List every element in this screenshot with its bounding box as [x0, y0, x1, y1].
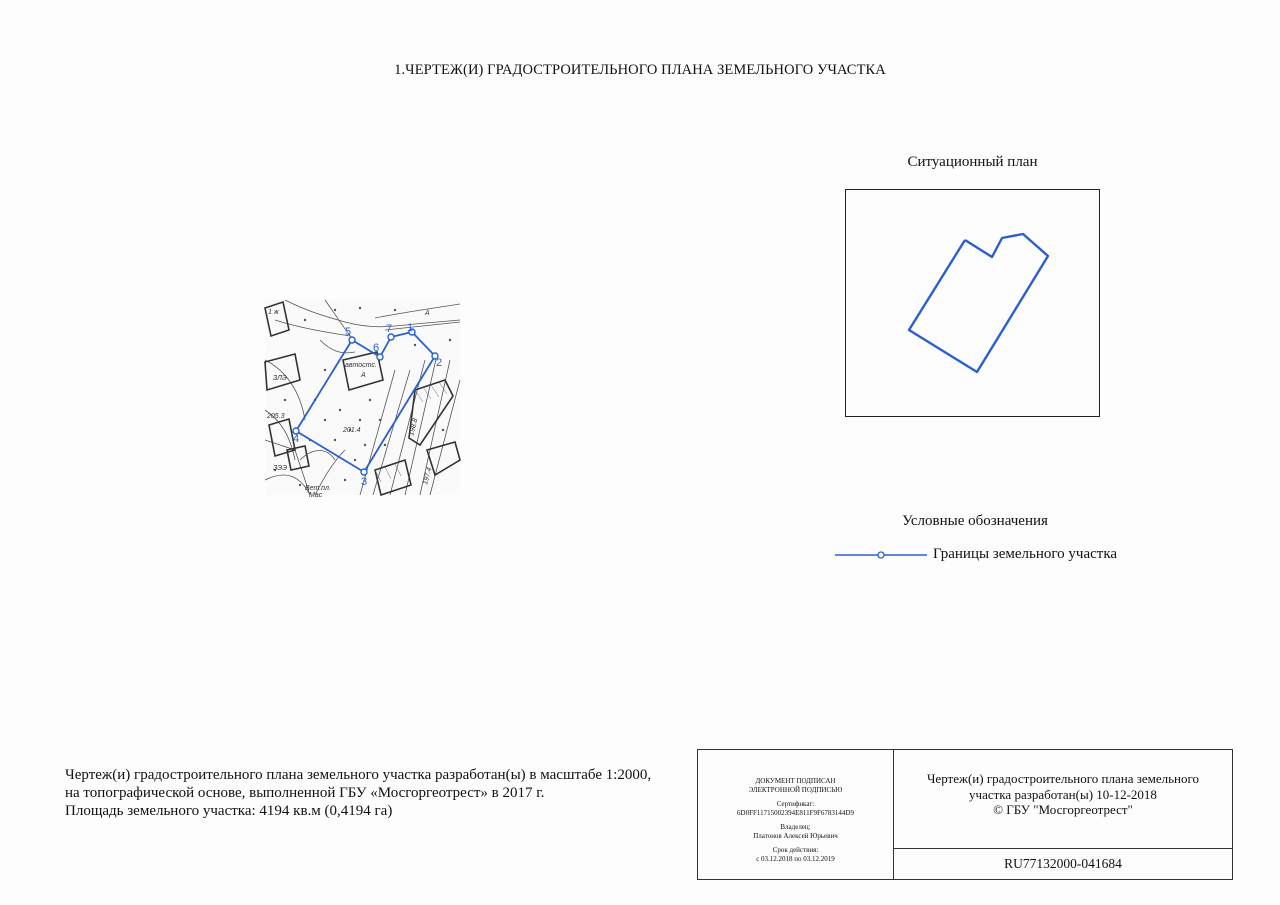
note-basis: на топографической основе, выполненной ГБУ «Мосгоргеотрест» в 2017 г. [65, 785, 545, 801]
note-scale: Чертеж(и) градостроительного плана земельного участка разработан(ы) в масштабе 1:2000, [65, 767, 652, 783]
situation-plan-title: Ситуационный план [907, 154, 1038, 170]
cert-label: Сертификат: [776, 800, 815, 808]
topo-map-svg [265, 300, 460, 499]
vertex-3 [361, 469, 367, 475]
situation-plan-map [846, 190, 1101, 418]
legend-boundary-swatch [835, 546, 930, 566]
cert-value: 6D0FF11715002394E811F9F6783144D9 [737, 808, 854, 817]
map-label-elev-1: 205.3 [267, 413, 285, 420]
validity-label: Срок действия: [772, 846, 819, 854]
vertex-label-2: 2 [436, 357, 443, 369]
title-block [697, 749, 1233, 880]
map-label-elev-2: 201.4 [343, 427, 361, 434]
description-line-1: Чертеж(и) градостроительного плана земельного [926, 771, 1199, 786]
vertex-6 [377, 354, 383, 360]
legend-title: Условные обозначения [902, 513, 1048, 529]
drawing-title: 1.ЧЕРТЕЖ(И) ГРАДОСТРОИТЕЛЬНОГО ПЛАНА ЗЕМЕЛЬНОГО УЧАСТКА [394, 62, 886, 78]
signed-line-2: ЭЛЕКТРОННОЙ ПОДПИСЬЮ [748, 785, 843, 794]
map-label-mas: Мас [309, 492, 323, 499]
vertex-label-6: 6 [373, 342, 380, 354]
topographic-map [265, 300, 460, 499]
signed-line-1: ДОКУМЕНТ ПОДПИСАН [755, 777, 836, 785]
map-label-a1: А [361, 372, 366, 379]
vertex-label-5: 5 [345, 326, 352, 338]
validity-value: с 03.12.2018 по 03.12.2019 [756, 854, 835, 863]
map-label-elev-3: 198.8 [408, 417, 420, 437]
title-block-description [894, 750, 1232, 849]
map-label-a2: А [425, 310, 430, 317]
owner-value: Платонов Алексей Юрьевич [753, 831, 838, 840]
map-label-elev-4: 197.4 [422, 466, 434, 486]
map-label-1zh: 1 ж [268, 309, 279, 316]
drawing-notes [65, 766, 651, 820]
situation-plan-frame [845, 189, 1100, 417]
legend-label: Границы земельного участка [933, 546, 1118, 562]
situation-parcel-boundary [909, 234, 1048, 372]
vertex-label-3: 3 [361, 476, 368, 488]
map-label-parking: автостс. [345, 362, 377, 369]
description-line-2: участка разработан(ы) 10-12-2018 [969, 786, 1157, 802]
map-label-zle: ЗЛЭ [273, 375, 287, 382]
owner-label: Владелец: [780, 823, 811, 831]
vertex-label-1: 1 [407, 322, 414, 334]
vertex-label-4: 4 [293, 433, 300, 445]
map-label-vet: Вет.пл. [305, 485, 331, 492]
vertex-label-7: 7 [386, 323, 393, 335]
map-label-zee: ЗЭЭ [273, 465, 288, 472]
document-number: RU77132000-041684 [1004, 856, 1122, 871]
signature-block [698, 750, 894, 879]
note-area: Площадь земельного участка: 4194 кв.м (0,4194 га) [65, 803, 393, 819]
description-line-3: © ГБУ "Мосгоргеотрест" [993, 802, 1133, 817]
